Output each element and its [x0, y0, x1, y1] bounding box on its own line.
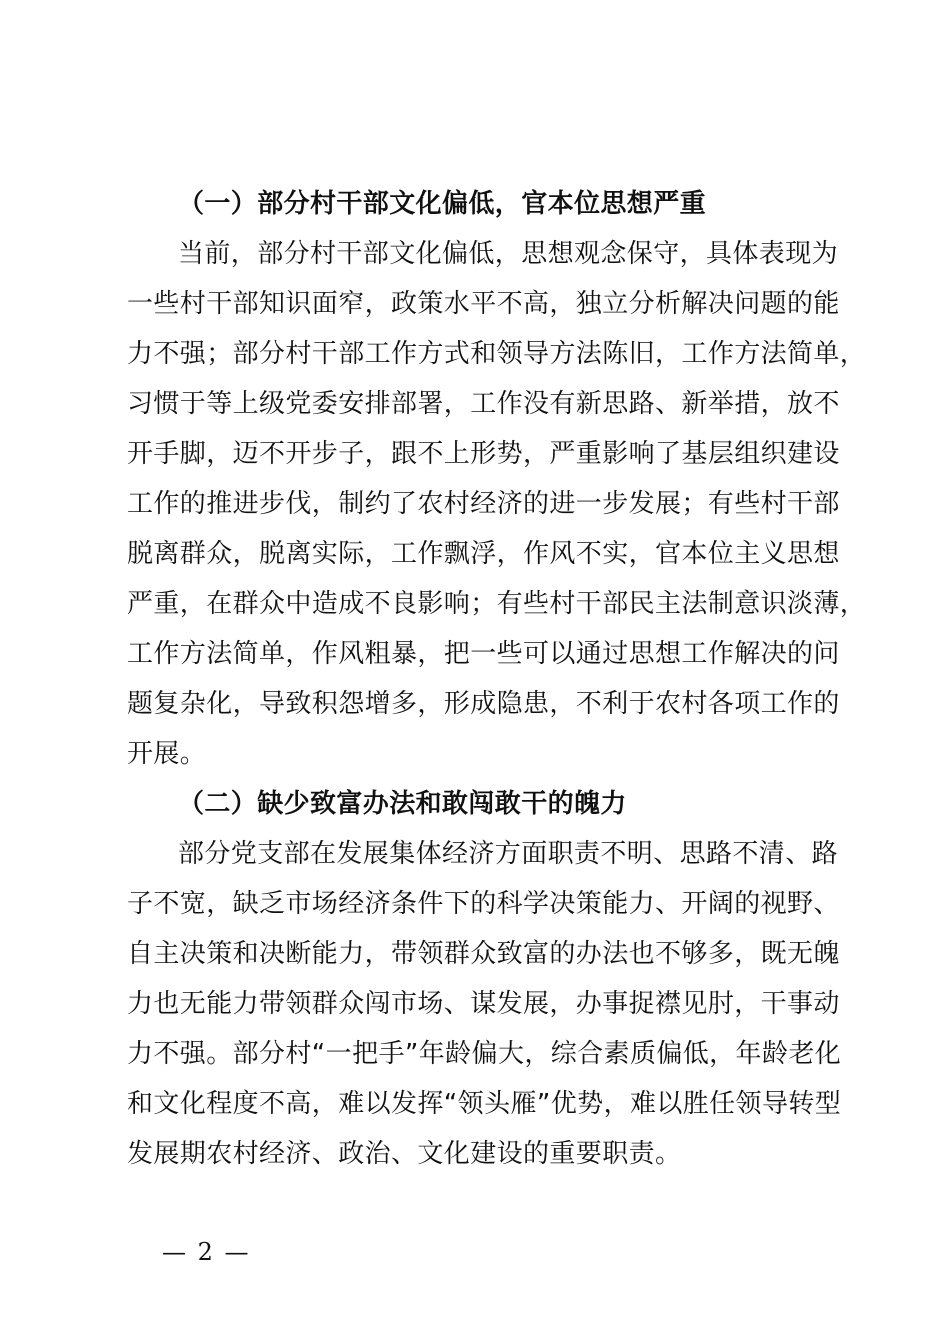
section-1-line: 脱离群众，脱离实际，工作飘浮，作风不实，官本位主义思想 — [127, 539, 840, 569]
section-2-heading: （二）缺少致富办法和敢闯敢干的魄力 — [178, 789, 627, 819]
section-1-line: 开手脚，迈不开步子，跟不上形势，严重影响了基层组织建设 — [127, 439, 840, 469]
section-2-line: 力不强。部分村“一把手”年龄偏大，综合素质偏低，年龄老化 — [127, 1039, 842, 1069]
section-2-line: 自主决策和决断能力，带领群众致富的办法也不够多，既无魄 — [127, 939, 840, 969]
section-1-line: 当前，部分村干部文化偏低，思想观念保守，具体表现为 — [178, 239, 839, 269]
section-1-heading: （一）部分村干部文化偏低，官本位思想严重 — [178, 189, 707, 219]
section-2-line: 力也无能力带领群众闯市场、谋发展，办事捉襟见肘，干事动 — [127, 989, 840, 1019]
page-number: — 2 — — [162, 1238, 251, 1266]
section-1-line: 严重，在群众中造成不良影响；有些村干部民主法制意识淡薄， — [127, 589, 867, 619]
section-1-line: 开展。 — [127, 739, 207, 769]
section-2-line: 子不宽，缺乏市场经济条件下的科学决策能力、开阔的视野、 — [127, 889, 840, 919]
section-2-line: 部分党支部在发展集体经济方面职责不明、思路不清、路 — [178, 839, 839, 869]
section-1-line: 题复杂化，导致积怨增多，形成隐患，不利于农村各项工作的 — [127, 689, 840, 719]
section-1-line: 习惯于等上级党委安排部署，工作没有新思路、新举措，放不 — [127, 389, 840, 419]
section-2-line: 发展期农村经济、政治、文化建设的重要职责。 — [127, 1139, 682, 1169]
section-1-line: 工作的推进步伐，制约了农村经济的进一步发展；有些村干部 — [127, 489, 840, 519]
section-1-line: 力不强；部分村干部工作方式和领导方法陈旧，工作方法简单， — [127, 339, 867, 369]
section-2-line: 和文化程度不高，难以发挥“领头雁”优势，难以胜任领导转型 — [127, 1089, 842, 1119]
section-1-line: 一些村干部知识面窄，政策水平不高，独立分析解决问题的能 — [127, 289, 840, 319]
section-1-line: 工作方法简单，作风粗暴，把一些可以通过思想工作解决的问 — [127, 639, 840, 669]
